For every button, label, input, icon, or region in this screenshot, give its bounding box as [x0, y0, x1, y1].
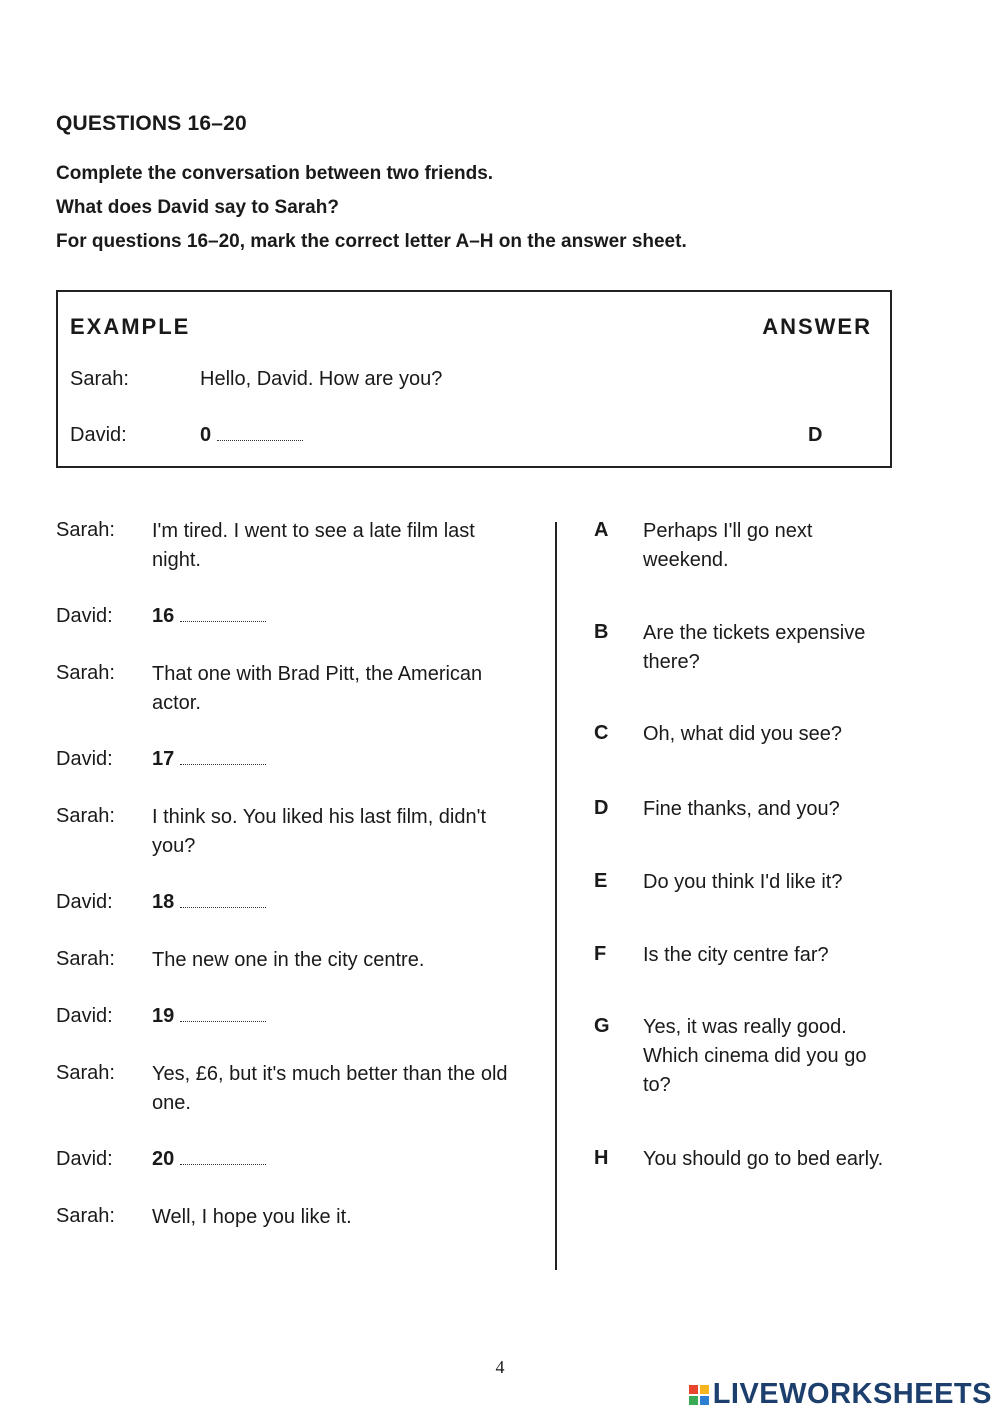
dialogue-speaker: David: [56, 1005, 113, 1027]
answer-blank[interactable] [180, 1007, 266, 1022]
answer-label: ANSWER [762, 314, 872, 339]
page-number: 4 [495, 1357, 505, 1377]
watermark-text: LIVEWORKSHEETS [712, 1378, 992, 1410]
example-speaker: David: [70, 424, 127, 446]
answer-blank [217, 426, 303, 441]
answer-blank[interactable] [180, 607, 266, 622]
liveworksheets-logo-icon [689, 1385, 709, 1405]
example-answer: D [808, 424, 823, 446]
instruction-2: What does David say to Sarah? [56, 197, 339, 218]
instruction-1: Complete the conversation between two friends. [56, 163, 494, 184]
option-text: You should go to bed early. [643, 1148, 884, 1170]
answer-gap-19 [152, 1005, 266, 1028]
option-letter: A [594, 519, 609, 541]
option-letter: G [594, 1015, 610, 1037]
answer-gap-17 [152, 748, 266, 771]
example-label: EXAMPLE [70, 314, 191, 339]
dialogue-line: Yes, £6, but it's much better than the old one. [152, 1063, 508, 1114]
dialogue-line: The new one in the city centre. [152, 949, 425, 971]
dialogue-speaker: David: [56, 605, 113, 627]
gap-number: 19 [152, 1005, 175, 1027]
gap-number: 0 [200, 424, 212, 446]
gap-number: 20 [152, 1148, 175, 1170]
option-letter: D [594, 797, 609, 819]
page-title: QUESTIONS 16–20 [56, 112, 247, 135]
dialogue-speaker: Sarah: [56, 948, 115, 970]
option-text: Oh, what did you see? [643, 723, 843, 745]
dialogue-line: I'm tired. I went to see a late film last night. [152, 520, 475, 571]
option-text: Yes, it was really good. Which cinema did you go to? [643, 1016, 867, 1096]
answer-blank[interactable] [180, 1150, 266, 1165]
answer-gap-18 [152, 891, 266, 914]
dialogue-speaker: Sarah: [56, 519, 115, 541]
dialogue-line: I think so. You liked his last film, didn't you? [152, 806, 486, 857]
answer-gap-20 [152, 1148, 266, 1171]
instruction-3: For questions 16–20, mark the correct letter A–H on the answer sheet. [56, 231, 687, 252]
dialogue-speaker: David: [56, 748, 113, 770]
watermark[interactable] [689, 1378, 992, 1411]
option-letter: E [594, 870, 608, 892]
dialogue-speaker: Sarah: [56, 1205, 115, 1227]
option-letter: F [594, 943, 607, 965]
gap-number: 18 [152, 891, 175, 913]
option-text: Perhaps I'll go next weekend. [643, 520, 813, 571]
option-letter: H [594, 1147, 609, 1169]
dialogue-line: Well, I hope you like it. [152, 1206, 352, 1228]
example-speaker: Sarah: [70, 368, 129, 390]
option-text: Is the city centre far? [643, 944, 829, 966]
option-text: Fine thanks, and you? [643, 798, 840, 820]
option-text: Do you think I'd like it? [643, 871, 843, 893]
example-gap [200, 424, 303, 447]
dialogue-speaker: David: [56, 1148, 113, 1170]
dialogue-speaker: Sarah: [56, 662, 115, 684]
answer-gap-16 [152, 605, 266, 628]
answer-blank[interactable] [180, 750, 266, 765]
column-divider [555, 522, 557, 1270]
example-line: Hello, David. How are you? [200, 368, 443, 390]
dialogue-line: That one with Brad Pitt, the American actor. [152, 663, 483, 714]
gap-number: 16 [152, 605, 175, 627]
dialogue-speaker: Sarah: [56, 1062, 115, 1084]
option-letter: B [594, 621, 609, 643]
dialogue-speaker: Sarah: [56, 805, 115, 827]
answer-blank[interactable] [180, 893, 266, 908]
gap-number: 17 [152, 748, 175, 770]
example-box [56, 290, 892, 468]
option-letter: C [594, 722, 609, 744]
option-text: Are the tickets expensive there? [643, 622, 866, 673]
dialogue-speaker: David: [56, 891, 113, 913]
